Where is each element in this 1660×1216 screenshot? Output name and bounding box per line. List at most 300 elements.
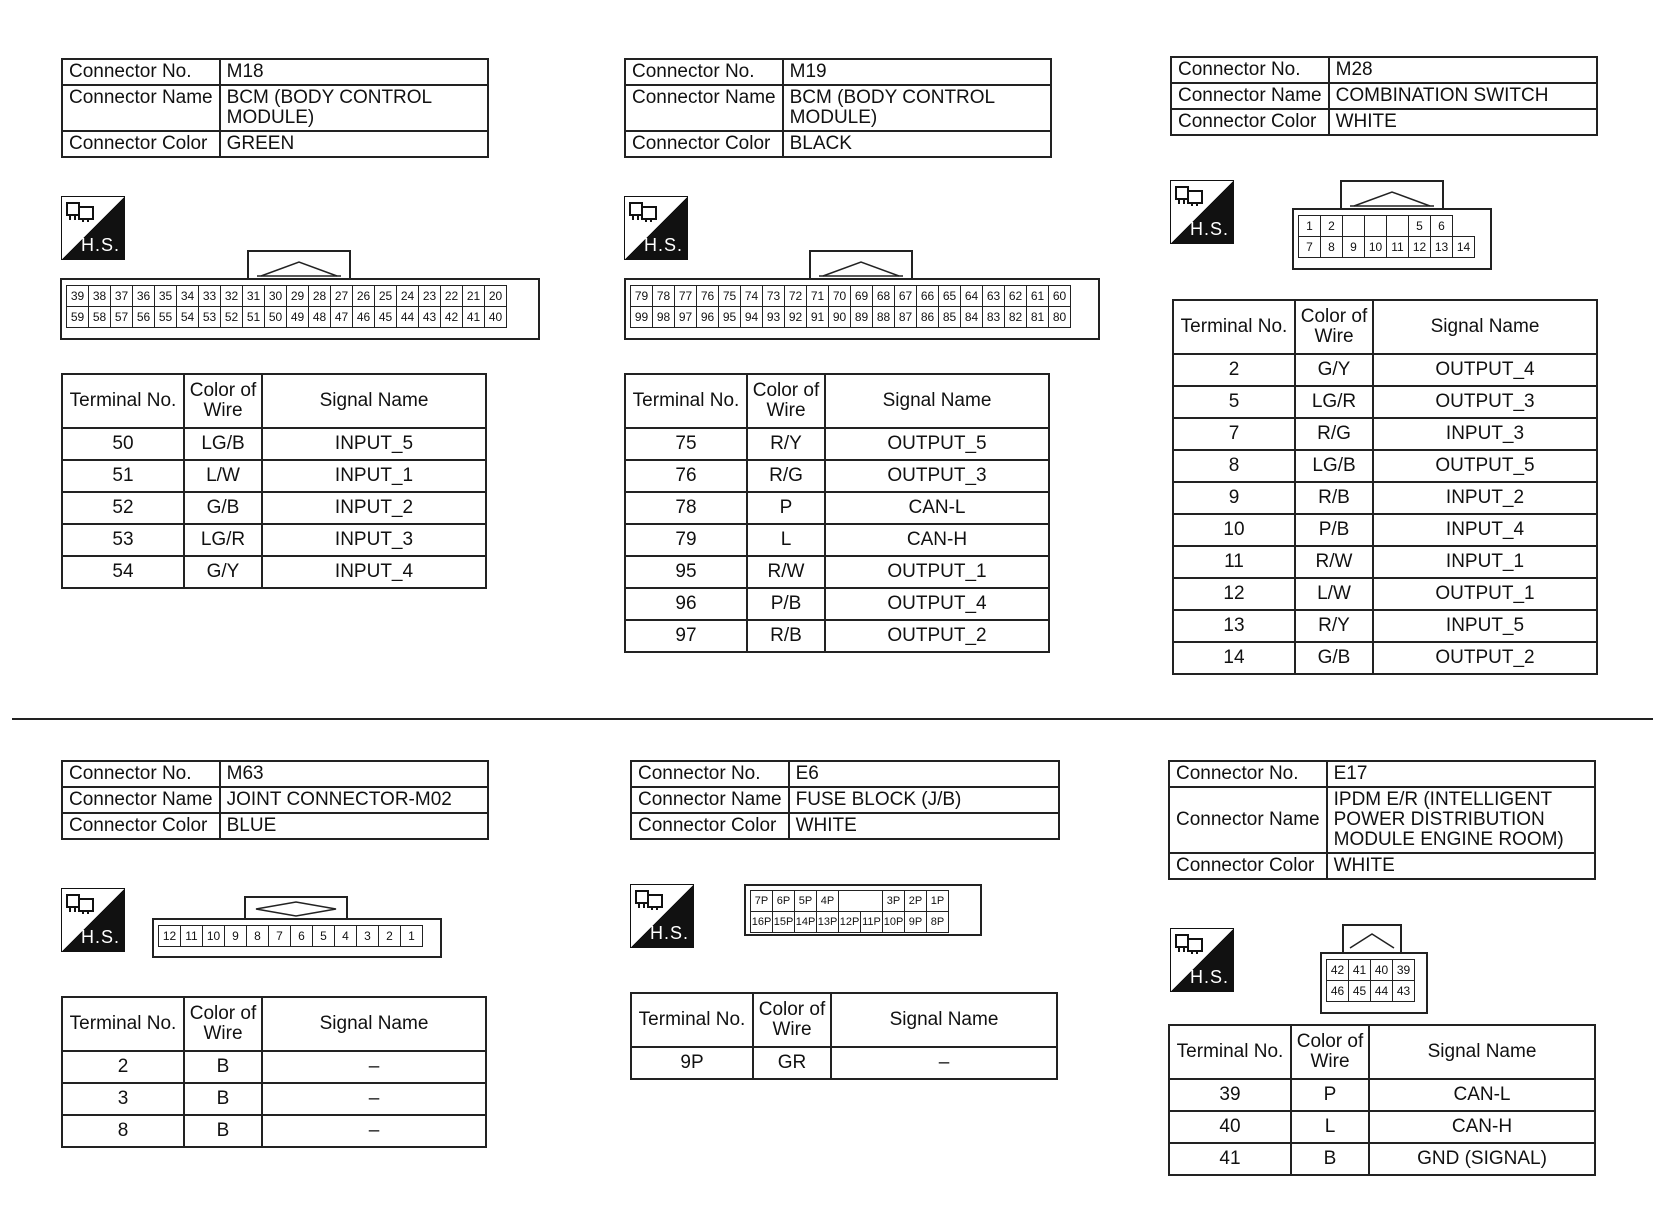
wire-color-cell: L xyxy=(1291,1111,1369,1143)
terminal-no-cell: 41 xyxy=(1169,1143,1291,1175)
table-row xyxy=(625,428,1049,460)
pin-cell xyxy=(1365,216,1387,237)
pin-cell: 63 xyxy=(983,286,1005,307)
hs-label: H.S. xyxy=(643,235,683,255)
pin-cell: 39 xyxy=(67,286,89,307)
pin-cell: 7 xyxy=(1299,237,1321,258)
label-connector-no: Connector No. xyxy=(62,59,220,85)
pin-cell: 40 xyxy=(1371,960,1393,981)
table-row xyxy=(1173,418,1597,450)
pin-cell: 10P xyxy=(883,912,905,933)
pin-cell: 8 xyxy=(1321,237,1343,258)
pin-cell: 22 xyxy=(441,286,463,307)
signal-name-cell: OUTPUT_5 xyxy=(825,428,1049,460)
pin-cell: 26 xyxy=(353,286,375,307)
pin-cell: 70 xyxy=(829,286,851,307)
header-terminal-no: Terminal No. xyxy=(631,993,753,1047)
wire-color-cell: G/B xyxy=(184,492,262,524)
pin-cell: 38 xyxy=(89,286,111,307)
terminal-table-e17 xyxy=(1168,1024,1596,1176)
pin-cell: 76 xyxy=(697,286,719,307)
signal-name-cell: OUTPUT_1 xyxy=(1373,578,1597,610)
label-connector-name: Connector Name xyxy=(62,787,220,813)
pin-cell: 28 xyxy=(309,286,331,307)
pin-cell: 51 xyxy=(243,307,265,328)
connector-name-value: BCM (BODY CONTROL MODULE) xyxy=(220,85,488,131)
terminal-table-m63 xyxy=(61,996,487,1148)
label-connector-name: Connector Name xyxy=(1169,787,1327,853)
terminal-no-cell: 7 xyxy=(1173,418,1295,450)
pin-cell: 20 xyxy=(485,286,507,307)
pin-cell: 67 xyxy=(895,286,917,307)
pin-cell: 42 xyxy=(1327,960,1349,981)
connector-m63-info xyxy=(61,760,489,840)
pin-cell: 9P xyxy=(905,912,927,933)
hs-label: H.S. xyxy=(80,927,120,947)
pin-cell: 75 xyxy=(719,286,741,307)
pin-cell: 49 xyxy=(287,307,309,328)
pin-cell: 3P xyxy=(883,891,905,912)
pin-cell: 41 xyxy=(1349,960,1371,981)
signal-name-cell: – xyxy=(262,1051,486,1083)
header-color-of-wire: Color of Wire xyxy=(184,374,262,428)
table-row xyxy=(1173,642,1597,674)
terminal-no-cell: 78 xyxy=(625,492,747,524)
table-row xyxy=(625,620,1049,652)
table-row xyxy=(62,556,486,588)
pin-cell: 16P xyxy=(751,912,773,933)
hs-icon xyxy=(630,884,694,948)
table-row xyxy=(1169,1111,1595,1143)
pin-cell: 91 xyxy=(807,307,829,328)
pin-cell: 2P xyxy=(905,891,927,912)
signal-name-cell: CAN-H xyxy=(1369,1111,1595,1143)
label-connector-no: Connector No. xyxy=(62,761,220,787)
table-row xyxy=(625,588,1049,620)
terminal-no-cell: 96 xyxy=(625,588,747,620)
wire-color-cell: G/Y xyxy=(184,556,262,588)
pin-cell: 61 xyxy=(1027,286,1049,307)
pin-cell: 44 xyxy=(397,307,419,328)
terminal-no-cell: 11 xyxy=(1173,546,1295,578)
wire-color-cell: GR xyxy=(753,1047,831,1079)
pin-cell: 72 xyxy=(785,286,807,307)
signal-name-cell: INPUT_3 xyxy=(262,524,486,556)
pin-cell-blank xyxy=(839,891,883,912)
pin-cell: 43 xyxy=(419,307,441,328)
pin-cell: 41 xyxy=(463,307,485,328)
pin-cell: 74 xyxy=(741,286,763,307)
pin-cell: 3 xyxy=(357,926,379,947)
label-connector-no: Connector No. xyxy=(631,761,789,787)
pin-cell: 32 xyxy=(221,286,243,307)
header-terminal-no: Terminal No. xyxy=(625,374,747,428)
label-connector-no: Connector No. xyxy=(1171,57,1329,83)
header-terminal-no: Terminal No. xyxy=(1173,300,1295,354)
table-row xyxy=(625,460,1049,492)
connector-color-value: BLACK xyxy=(783,131,1051,157)
signal-name-cell: INPUT_2 xyxy=(1373,482,1597,514)
pin-cell: 66 xyxy=(917,286,939,307)
pin-cell: 81 xyxy=(1027,307,1049,328)
terminal-no-cell: 2 xyxy=(1173,354,1295,386)
pin-cell: 35 xyxy=(155,286,177,307)
pin-cell: 82 xyxy=(1005,307,1027,328)
connector-no-value: M28 xyxy=(1329,57,1597,83)
pin-cell: 95 xyxy=(719,307,741,328)
connector-no-value: M18 xyxy=(220,59,488,85)
signal-name-cell: INPUT_5 xyxy=(262,428,486,460)
connector-name-value: JOINT CONNECTOR-M02 xyxy=(220,787,488,813)
label-connector-name: Connector Name xyxy=(1171,83,1329,109)
pin-cell: 7P xyxy=(751,891,773,912)
terminal-table-m19 xyxy=(624,373,1050,653)
header-color-of-wire: Color of Wire xyxy=(184,997,262,1051)
signal-name-cell: OUTPUT_2 xyxy=(1373,642,1597,674)
table-row xyxy=(62,428,486,460)
header-color-of-wire: Color of Wire xyxy=(747,374,825,428)
pin-cell: 40 xyxy=(485,307,507,328)
table-row xyxy=(62,492,486,524)
wire-color-cell: LG/B xyxy=(184,428,262,460)
table-row xyxy=(1173,450,1597,482)
wire-color-cell: R/W xyxy=(1295,546,1373,578)
wire-color-cell: R/G xyxy=(747,460,825,492)
pin-cell: 62 xyxy=(1005,286,1027,307)
terminal-no-cell: 13 xyxy=(1173,610,1295,642)
connector-color-value: WHITE xyxy=(1329,109,1597,135)
wire-color-cell: P/B xyxy=(1295,514,1373,546)
pin-cell: 37 xyxy=(111,286,133,307)
terminal-no-cell: 9 xyxy=(1173,482,1295,514)
connector-color-value: WHITE xyxy=(789,813,1059,839)
pin-cell: 6P xyxy=(773,891,795,912)
terminal-no-cell: 97 xyxy=(625,620,747,652)
pin-cell: 78 xyxy=(653,286,675,307)
wire-color-cell: B xyxy=(184,1051,262,1083)
signal-name-cell: OUTPUT_2 xyxy=(825,620,1049,652)
pin-cell: 89 xyxy=(851,307,873,328)
terminal-no-cell: 8 xyxy=(62,1115,184,1147)
pin-cell: 6 xyxy=(1431,216,1453,237)
signal-name-cell: OUTPUT_4 xyxy=(825,588,1049,620)
pin-cell: 8P xyxy=(927,912,949,933)
pin-grid xyxy=(1326,959,1415,1002)
wire-color-cell: LG/R xyxy=(1295,386,1373,418)
pin-cell: 30 xyxy=(265,286,287,307)
signal-name-cell: OUTPUT_3 xyxy=(825,460,1049,492)
wire-color-cell: B xyxy=(184,1115,262,1147)
table-row xyxy=(1173,610,1597,642)
pin-grid xyxy=(630,285,1071,328)
signal-name-cell: OUTPUT_1 xyxy=(825,556,1049,588)
pin-cell: 90 xyxy=(829,307,851,328)
pin-cell: 59 xyxy=(67,307,89,328)
header-color-of-wire: Color of Wire xyxy=(1291,1025,1369,1079)
pin-grid xyxy=(750,890,949,933)
pin-cell: 27 xyxy=(331,286,353,307)
pin-cell: 42 xyxy=(441,307,463,328)
pin-cell: 11 xyxy=(1387,237,1409,258)
hs-icon xyxy=(1170,928,1234,992)
header-signal-name: Signal Name xyxy=(831,993,1057,1047)
table-row xyxy=(625,492,1049,524)
terminal-no-cell: 2 xyxy=(62,1051,184,1083)
header-terminal-no: Terminal No. xyxy=(1169,1025,1291,1079)
pin-cell: 45 xyxy=(1349,981,1371,1002)
signal-name-cell: INPUT_3 xyxy=(1373,418,1597,450)
pin-cell: 9 xyxy=(225,926,247,947)
header-color-of-wire: Color of Wire xyxy=(1295,300,1373,354)
pin-cell: 83 xyxy=(983,307,1005,328)
pin-cell: 46 xyxy=(1327,981,1349,1002)
pin-grid xyxy=(1298,215,1475,258)
wire-color-cell: R/B xyxy=(1295,482,1373,514)
connector-m28-diagram xyxy=(1292,180,1492,270)
pin-cell: 1 xyxy=(401,926,423,947)
terminal-no-cell: 50 xyxy=(62,428,184,460)
pin-cell: 12 xyxy=(1409,237,1431,258)
table-row xyxy=(1169,1079,1595,1111)
pin-cell: 24 xyxy=(397,286,419,307)
pin-cell: 54 xyxy=(177,307,199,328)
pin-cell: 5 xyxy=(1409,216,1431,237)
connector-name-value: IPDM E/R (INTELLIGENT POWER DISTRIBUTION MODULE ENGINE ROOM) xyxy=(1327,787,1595,853)
connector-m19-info xyxy=(624,58,1052,158)
connector-name-value: BCM (BODY CONTROL MODULE) xyxy=(783,85,1051,131)
connector-no-value: E6 xyxy=(789,761,1059,787)
signal-name-cell: INPUT_1 xyxy=(1373,546,1597,578)
pin-cell xyxy=(1343,216,1365,237)
connector-e17-diagram xyxy=(1320,924,1430,1012)
table-row xyxy=(1173,546,1597,578)
pin-cell: 47 xyxy=(331,307,353,328)
terminal-no-cell: 9P xyxy=(631,1047,753,1079)
connector-no-value: M63 xyxy=(220,761,488,787)
pin-cell: 13P xyxy=(817,912,839,933)
label-connector-color: Connector Color xyxy=(625,131,783,157)
wire-color-cell: P xyxy=(747,492,825,524)
pin-cell xyxy=(1387,216,1409,237)
pin-cell: 4 xyxy=(335,926,357,947)
wire-color-cell: R/B xyxy=(747,620,825,652)
table-row xyxy=(62,460,486,492)
signal-name-cell: INPUT_2 xyxy=(262,492,486,524)
pin-cell: 34 xyxy=(177,286,199,307)
pin-cell: 10 xyxy=(203,926,225,947)
table-row xyxy=(1173,386,1597,418)
pin-cell: 31 xyxy=(243,286,265,307)
pin-cell: 58 xyxy=(89,307,111,328)
header-signal-name: Signal Name xyxy=(1369,1025,1595,1079)
pin-cell: 99 xyxy=(631,307,653,328)
pin-cell: 11 xyxy=(181,926,203,947)
pin-cell: 84 xyxy=(961,307,983,328)
pin-cell: 87 xyxy=(895,307,917,328)
label-connector-color: Connector Color xyxy=(631,813,789,839)
pin-cell: 2 xyxy=(1321,216,1343,237)
label-connector-color: Connector Color xyxy=(1169,853,1327,879)
wire-color-cell: G/B xyxy=(1295,642,1373,674)
terminal-no-cell: 54 xyxy=(62,556,184,588)
pin-grid xyxy=(158,925,423,947)
terminal-no-cell: 5 xyxy=(1173,386,1295,418)
pin-cell: 44 xyxy=(1371,981,1393,1002)
header-signal-name: Signal Name xyxy=(1373,300,1597,354)
pin-cell: 8 xyxy=(247,926,269,947)
terminal-no-cell: 10 xyxy=(1173,514,1295,546)
label-connector-color: Connector Color xyxy=(62,131,220,157)
header-terminal-no: Terminal No. xyxy=(62,374,184,428)
pin-cell: 97 xyxy=(675,307,697,328)
wire-color-cell: R/Y xyxy=(747,428,825,460)
header-signal-name: Signal Name xyxy=(262,997,486,1051)
signal-name-cell: GND (SIGNAL) xyxy=(1369,1143,1595,1175)
pin-cell: 1P xyxy=(927,891,949,912)
pin-cell: 88 xyxy=(873,307,895,328)
pin-cell: 79 xyxy=(631,286,653,307)
pin-cell: 4P xyxy=(817,891,839,912)
label-connector-color: Connector Color xyxy=(1171,109,1329,135)
pin-cell: 77 xyxy=(675,286,697,307)
wire-color-cell: B xyxy=(1291,1143,1369,1175)
connector-m18-diagram xyxy=(60,250,540,340)
connector-color-value: WHITE xyxy=(1327,853,1595,879)
connector-no-value: M19 xyxy=(783,59,1051,85)
pin-cell: 10 xyxy=(1365,237,1387,258)
label-connector-name: Connector Name xyxy=(62,85,220,131)
table-row xyxy=(62,1051,486,1083)
header-terminal-no: Terminal No. xyxy=(62,997,184,1051)
terminal-table-m18 xyxy=(61,373,487,589)
pin-cell: 14 xyxy=(1453,237,1475,258)
signal-name-cell: INPUT_4 xyxy=(262,556,486,588)
signal-name-cell: CAN-H xyxy=(825,524,1049,556)
signal-name-cell: INPUT_4 xyxy=(1373,514,1597,546)
pin-cell: 85 xyxy=(939,307,961,328)
connector-e6-diagram xyxy=(744,884,984,940)
table-row xyxy=(631,1047,1057,1079)
wire-color-cell: L/W xyxy=(184,460,262,492)
label-connector-no: Connector No. xyxy=(1169,761,1327,787)
pin-cell: 93 xyxy=(763,307,785,328)
pin-cell: 9 xyxy=(1343,237,1365,258)
table-row xyxy=(625,556,1049,588)
wire-color-cell: LG/R xyxy=(184,524,262,556)
terminal-no-cell: 12 xyxy=(1173,578,1295,610)
pin-cell: 86 xyxy=(917,307,939,328)
connector-m18-info xyxy=(61,58,489,158)
terminal-no-cell: 14 xyxy=(1173,642,1295,674)
pin-cell: 5P xyxy=(795,891,817,912)
pin-cell: 80 xyxy=(1049,307,1071,328)
label-connector-no: Connector No. xyxy=(625,59,783,85)
connector-m63-diagram xyxy=(152,896,452,958)
terminal-table-m28 xyxy=(1172,299,1598,675)
pin-cell: 11P xyxy=(861,912,883,933)
hs-label: H.S. xyxy=(80,235,120,255)
pin-cell: 21 xyxy=(463,286,485,307)
pin-cell: 69 xyxy=(851,286,873,307)
signal-name-cell: – xyxy=(831,1047,1057,1079)
terminal-no-cell: 79 xyxy=(625,524,747,556)
pin-cell: 6 xyxy=(291,926,313,947)
signal-name-cell: INPUT_1 xyxy=(262,460,486,492)
connector-e17-info xyxy=(1168,760,1596,880)
wire-color-cell: R/G xyxy=(1295,418,1373,450)
terminal-no-cell: 51 xyxy=(62,460,184,492)
pin-cell: 43 xyxy=(1393,981,1415,1002)
label-connector-name: Connector Name xyxy=(625,85,783,131)
pin-cell: 25 xyxy=(375,286,397,307)
pin-cell: 7 xyxy=(269,926,291,947)
table-row xyxy=(62,1115,486,1147)
connector-m19-diagram xyxy=(624,250,1104,340)
table-row xyxy=(62,524,486,556)
terminal-no-cell: 52 xyxy=(62,492,184,524)
pin-cell: 13 xyxy=(1431,237,1453,258)
signal-name-cell: CAN-L xyxy=(1369,1079,1595,1111)
connector-color-value: BLUE xyxy=(220,813,488,839)
pin-cell: 46 xyxy=(353,307,375,328)
pin-cell: 60 xyxy=(1049,286,1071,307)
pin-cell: 12 xyxy=(159,926,181,947)
terminal-no-cell: 8 xyxy=(1173,450,1295,482)
hs-label: H.S. xyxy=(1189,219,1229,239)
pin-cell: 55 xyxy=(155,307,177,328)
pin-cell: 50 xyxy=(265,307,287,328)
pin-cell: 64 xyxy=(961,286,983,307)
pin-cell: 94 xyxy=(741,307,763,328)
pin-cell: 33 xyxy=(199,286,221,307)
pin-cell: 65 xyxy=(939,286,961,307)
pin-cell: 48 xyxy=(309,307,331,328)
pin-cell: 29 xyxy=(287,286,309,307)
signal-name-cell: – xyxy=(262,1115,486,1147)
signal-name-cell: INPUT_5 xyxy=(1373,610,1597,642)
pin-cell: 96 xyxy=(697,307,719,328)
table-row xyxy=(625,524,1049,556)
signal-name-cell: OUTPUT_3 xyxy=(1373,386,1597,418)
pin-cell: 5 xyxy=(313,926,335,947)
wire-color-cell: B xyxy=(184,1083,262,1115)
pin-cell: 73 xyxy=(763,286,785,307)
terminal-no-cell: 3 xyxy=(62,1083,184,1115)
pin-cell: 98 xyxy=(653,307,675,328)
terminal-no-cell: 76 xyxy=(625,460,747,492)
connector-name-value: FUSE BLOCK (J/B) xyxy=(789,787,1059,813)
pin-cell: 39 xyxy=(1393,960,1415,981)
header-color-of-wire: Color of Wire xyxy=(753,993,831,1047)
hs-icon xyxy=(1170,180,1234,244)
pin-cell: 14P xyxy=(795,912,817,933)
pin-cell: 71 xyxy=(807,286,829,307)
terminal-table-e6 xyxy=(630,992,1058,1080)
terminal-no-cell: 40 xyxy=(1169,1111,1291,1143)
wire-color-cell: G/Y xyxy=(1295,354,1373,386)
connector-e6-info xyxy=(630,760,1060,840)
label-connector-name: Connector Name xyxy=(631,787,789,813)
wire-color-cell: L xyxy=(747,524,825,556)
pin-cell: 52 xyxy=(221,307,243,328)
pin-cell: 56 xyxy=(133,307,155,328)
connector-m28-info xyxy=(1170,56,1598,136)
pin-cell: 45 xyxy=(375,307,397,328)
connector-no-value: E17 xyxy=(1327,761,1595,787)
signal-name-cell: OUTPUT_4 xyxy=(1373,354,1597,386)
connector-color-value: GREEN xyxy=(220,131,488,157)
connector-name-value: COMBINATION SWITCH xyxy=(1329,83,1597,109)
